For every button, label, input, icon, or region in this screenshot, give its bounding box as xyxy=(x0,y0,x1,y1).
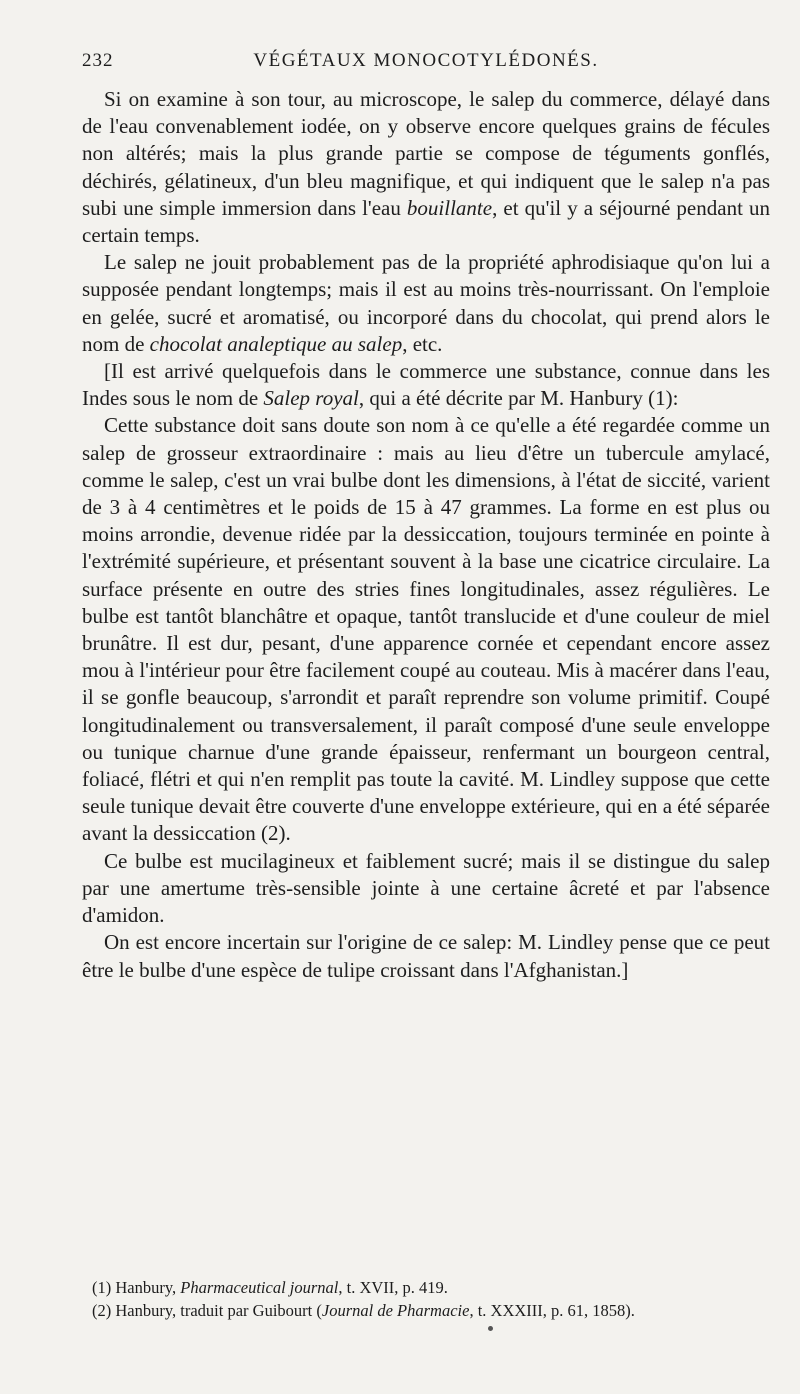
running-title: VÉGÉTAUX MONOCOTYLÉDONÉS. xyxy=(253,50,599,71)
paragraph xyxy=(82,86,770,249)
text-run: , qui a été décrite par M. Hanbury (1): xyxy=(358,386,679,411)
paragraph xyxy=(82,412,770,847)
italic-run: chocolat analeptique au salep xyxy=(149,331,403,356)
text-run: [Il est arrivé quelquefois dans le commerce une substance, connue dans les Indes sous le nom de xyxy=(82,359,770,411)
italic-run: bouillante xyxy=(406,195,493,220)
text-run: , t. XVII, p. 419. xyxy=(338,1278,448,1297)
body-text xyxy=(82,86,770,984)
footnote xyxy=(92,1299,772,1322)
page-header xyxy=(82,50,770,80)
paragraph xyxy=(82,249,770,358)
text-run: Le salep ne jouit probablement pas de la propriété aphrodisiaque qu'on lui a supposée pendant longtemps; mais il est au moins très-nourrissant. On l'emploie en gelée, sucré et aromatisé, ou incorporé dans du chocolat, qui prend alors le nom de xyxy=(82,250,770,356)
text-run: (1) Hanbury, xyxy=(92,1278,181,1297)
text-run: On est encore incertain sur l'origine de ce salep: M. Lindley pense que ce peut être le bulbe d'une espèce de tulipe croissant dans l'Afghanistan.] xyxy=(82,930,770,982)
text-run: Ce bulbe est mucilagineux et faiblement sucré; mais il se distingue du salep par une amertume très-sensible jointe à une certaine âcreté et par l'absence d'amidon. xyxy=(82,848,770,928)
text-run: , t. XXXIII, p. 61, 1858). xyxy=(469,1301,635,1320)
italic-run: Salep royal xyxy=(263,386,359,411)
page-number: 232 xyxy=(82,50,114,71)
text-run: , et qu'il y a séjourné pendant un certain temps. xyxy=(82,195,770,248)
text-run: Cette substance doit sans doute son nom à ce qu'elle a été regardée comme un salep de grosseur extraordinaire : mais au lieu d'être un tubercule amylacé, comme le salep, c'est un vrai bulbe dont les dimensions, à l'état de siccité, varient de 3 à 4 centimètres et le poids de 15 à 47 grammes. La forme en est plus ou moins arrondie, devenue ridée par la dessiccation, toujours terminée en pointe à l'extrémité supérieure, et présentant souvent à la base une cicatrice circulaire. La surface présente en outre des stries fines longitudinales, assez régulières. Le bulbe est tantôt blanchâtre et opaque, tantôt translucide et d'une couleur de miel brunâtre. Il est dur, pesant, d'une apparence cornée et cependant encore assez mou à l'intérieur pour être facilement coupé au couteau. Mis à macérer dans l'eau, il se gonfle beaucoup, s'arrondit et paraît reprendre son volume primitif. Coupé longitudinalement ou transversalement, il paraît composé d'une seule enveloppe ou tunique charnue d'une grande épaisseur, renfermant un bourgeon central, foliacé, flétri et qui n'en remplit pas toute la cavité. M. Lindley suppose que cette seule tunique devait être couverte d'une enveloppe extérieure, qui en a été séparée avant la dessiccation (2). xyxy=(82,413,770,846)
paragraph xyxy=(82,848,770,930)
text-run: Si on examine à son tour, au microscope, le salep du commerce, délayé dans de l'eau convenablement iodée, on y observe encore quelques grains de fécules non altérés; mais la plus grande partie se compose de téguments gonflés, déchirés, gélatineux, d'un bleu magnifique, et qui indiquent que le salep n'a pas subi une simple immersion dans l'eau xyxy=(82,87,770,220)
italic-run: Pharmaceutical journal xyxy=(180,1278,339,1297)
footnotes xyxy=(92,1276,772,1322)
text-run: , etc. xyxy=(402,331,443,356)
ink-spot xyxy=(488,1326,493,1331)
paragraph xyxy=(82,929,770,983)
paragraph xyxy=(82,358,770,412)
italic-run: Journal de Pharmacie xyxy=(321,1301,470,1320)
text-run: (2) Hanbury, traduit par Guibourt ( xyxy=(92,1301,322,1320)
footnote xyxy=(92,1276,772,1299)
